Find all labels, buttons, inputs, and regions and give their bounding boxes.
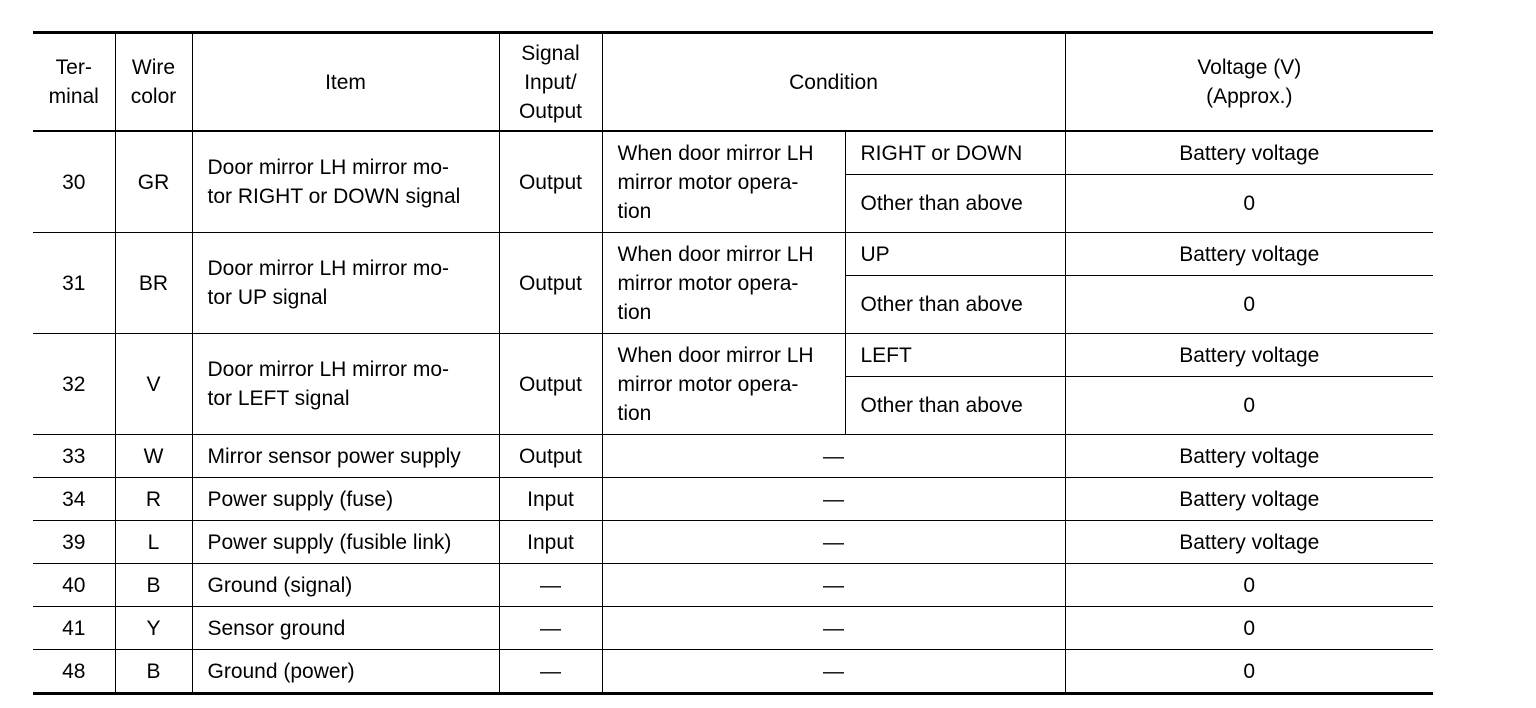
signal-cell: Output [499, 435, 602, 478]
header-row [33, 33, 1433, 132]
wire-color-cell: Y [115, 607, 192, 650]
condition-cell: — [602, 521, 1065, 564]
header-voltage: Voltage (V) (Approx.) [1065, 33, 1433, 132]
voltage-cell: 0 [1065, 564, 1433, 607]
terminal-cell: 41 [33, 607, 115, 650]
voltage-cell: 0 [1065, 175, 1433, 233]
table-row [33, 478, 1433, 521]
terminal-cell: 31 [33, 233, 115, 334]
header-condition: Condition [602, 33, 1065, 132]
condition-state-cell: RIGHT or DOWN [845, 131, 1065, 175]
table-row [33, 607, 1433, 650]
item-cell: Mirror sensor power supply [192, 435, 499, 478]
terminal-cell: 30 [33, 131, 115, 233]
condition-state-cell: Other than above [845, 175, 1065, 233]
voltage-cell: Battery voltage [1065, 521, 1433, 564]
signal-cell: — [499, 650, 602, 694]
item-cell: Door mirror LH mirror mo- tor RIGHT or DOWN signal [192, 131, 499, 233]
condition-cell: — [602, 435, 1065, 478]
terminal-cell: 39 [33, 521, 115, 564]
wire-color-cell: BR [115, 233, 192, 334]
voltage-cell: 0 [1065, 276, 1433, 334]
condition-cell: When door mirror LH mirror motor opera- tion [602, 334, 845, 435]
condition-state-cell: Other than above [845, 276, 1065, 334]
table-row [33, 233, 1433, 276]
item-cell: Door mirror LH mirror mo- tor UP signal [192, 233, 499, 334]
item-cell: Ground (signal) [192, 564, 499, 607]
item-cell: Sensor ground [192, 607, 499, 650]
wire-color-cell: L [115, 521, 192, 564]
voltage-cell: Battery voltage [1065, 131, 1433, 175]
voltage-cell: 0 [1065, 650, 1433, 694]
signal-cell: Input [499, 478, 602, 521]
voltage-cell: 0 [1065, 377, 1433, 435]
item-cell: Door mirror LH mirror mo- tor LEFT signal [192, 334, 499, 435]
item-cell: Ground (power) [192, 650, 499, 694]
signal-cell: — [499, 564, 602, 607]
wire-color-cell: V [115, 334, 192, 435]
voltage-cell: Battery voltage [1065, 334, 1433, 377]
wire-color-cell: B [115, 650, 192, 694]
signal-cell: Input [499, 521, 602, 564]
condition-cell: — [602, 564, 1065, 607]
condition-state-cell: LEFT [845, 334, 1065, 377]
header-signal: Signal Input/ Output [499, 33, 602, 132]
voltage-cell: Battery voltage [1065, 478, 1433, 521]
voltage-cell: Battery voltage [1065, 233, 1433, 276]
header-wire-color: Wire color [115, 33, 192, 132]
wire-color-cell: B [115, 564, 192, 607]
terminal-cell: 32 [33, 334, 115, 435]
voltage-cell: 0 [1065, 607, 1433, 650]
condition-cell: When door mirror LH mirror motor opera- tion [602, 131, 845, 233]
header-item: Item [192, 33, 499, 132]
condition-cell: When door mirror LH mirror motor opera- tion [602, 233, 845, 334]
wire-color-cell: W [115, 435, 192, 478]
voltage-cell: Battery voltage [1065, 435, 1433, 478]
signal-cell: Output [499, 233, 602, 334]
signal-cell: — [499, 607, 602, 650]
terminal-spec-table [33, 31, 1433, 695]
condition-cell: — [602, 650, 1065, 694]
signal-cell: Output [499, 334, 602, 435]
terminal-cell: 40 [33, 564, 115, 607]
condition-cell: — [602, 607, 1065, 650]
wire-color-cell: R [115, 478, 192, 521]
condition-state-cell: Other than above [845, 377, 1065, 435]
table-row [33, 564, 1433, 607]
condition-state-cell: UP [845, 233, 1065, 276]
terminal-cell: 34 [33, 478, 115, 521]
table-row [33, 334, 1433, 377]
terminal-cell: 33 [33, 435, 115, 478]
table-row [33, 521, 1433, 564]
table-row [33, 131, 1433, 175]
item-cell: Power supply (fuse) [192, 478, 499, 521]
header-terminal: Ter- minal [33, 33, 115, 132]
table-row [33, 650, 1433, 694]
table-row [33, 435, 1433, 478]
signal-cell: Output [499, 131, 602, 233]
item-cell: Power supply (fusible link) [192, 521, 499, 564]
terminal-cell: 48 [33, 650, 115, 694]
condition-cell: — [602, 478, 1065, 521]
wire-color-cell: GR [115, 131, 192, 233]
